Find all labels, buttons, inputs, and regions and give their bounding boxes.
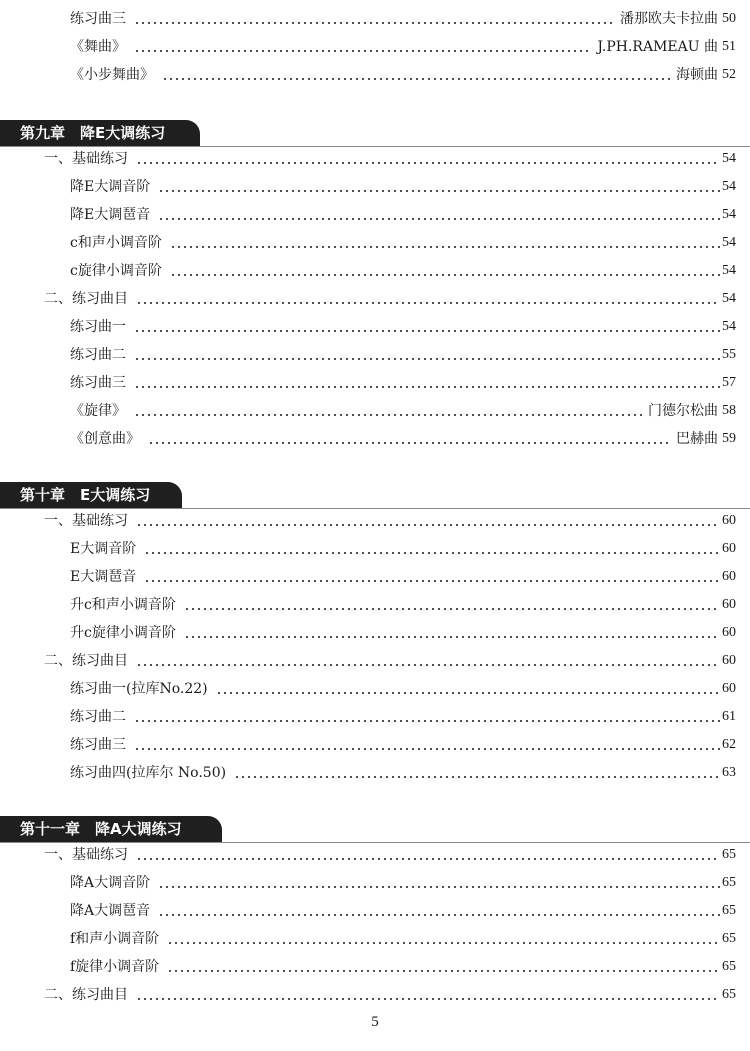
leader-dots [134, 316, 720, 338]
entry-composer: 海顿曲 [676, 67, 718, 83]
toc-entry [70, 316, 736, 338]
entry-page: 52 [722, 67, 736, 82]
toc-entry [70, 678, 736, 700]
chapter-heading [0, 482, 750, 508]
entry-title: 一、基础练习 [44, 847, 128, 863]
leader-dots [144, 566, 720, 588]
leader-dots [136, 288, 720, 310]
entry-title: 二、练习曲目 [44, 653, 128, 669]
leader-dots [158, 176, 720, 198]
entry-page: 61 [722, 709, 736, 724]
chapter-title: 第十一章 降A大调练习 [0, 816, 222, 842]
entry-composer: 潘那欧夫卡拉曲 [620, 11, 718, 27]
toc-entry [70, 176, 736, 198]
leader-dots [134, 8, 614, 30]
leader-dots [216, 678, 720, 700]
entry-page: 54 [722, 207, 736, 222]
entry-title: 一、基础练习 [44, 151, 128, 167]
leader-dots [170, 232, 720, 254]
entry-page: 50 [722, 11, 736, 26]
page-number: 5 [371, 1014, 379, 1030]
entry-page: 57 [722, 375, 736, 390]
entry-title: 降A大调音阶 [70, 875, 151, 891]
entry-title: E大调琶音 [70, 569, 137, 585]
chapter-title: 第九章 降E大调练习 [0, 120, 200, 146]
entry-title: 《创意曲》 [70, 431, 140, 447]
leader-dots [234, 762, 720, 784]
entry-title: c和声小调音阶 [70, 235, 162, 251]
entry-page: 60 [722, 597, 736, 612]
toc-entry [70, 372, 736, 394]
leader-dots [136, 148, 720, 170]
toc-entry [70, 594, 736, 616]
toc-entry [44, 288, 736, 310]
entry-page: 60 [722, 653, 736, 668]
toc-entry [70, 232, 736, 254]
leader-dots [158, 872, 720, 894]
entry-title: 练习曲一 [70, 319, 126, 335]
entry-page: 65 [722, 875, 736, 890]
entry-page: 65 [722, 931, 736, 946]
entry-title: 《小步舞曲》 [70, 67, 154, 83]
toc-entry [70, 872, 736, 894]
entry-title: 练习曲三 [70, 11, 126, 27]
leader-dots [158, 204, 720, 226]
entry-page: 60 [722, 681, 736, 696]
entry-title: 降E大调音阶 [70, 179, 151, 195]
toc-entry [44, 984, 736, 1006]
entry-composer: J.PH.RAMEAU 曲 [597, 39, 718, 55]
toc-entry [70, 538, 736, 560]
toc-entry [44, 650, 736, 672]
toc-entry [70, 344, 736, 366]
entry-title: 练习曲二 [70, 347, 126, 363]
leader-dots [170, 260, 720, 282]
toc-entry [70, 8, 736, 30]
entry-page: 60 [722, 513, 736, 528]
entry-composer: 门德尔松曲 [648, 403, 718, 419]
entry-page: 54 [722, 319, 736, 334]
entry-title: 《舞曲》 [70, 39, 126, 55]
entry-title: 降E大调琶音 [70, 207, 151, 223]
entry-title: 一、基础练习 [44, 513, 128, 529]
leader-dots [136, 844, 720, 866]
leader-dots [158, 900, 720, 922]
entry-title: 练习曲一(拉库No.22) [70, 681, 208, 697]
entry-page: 60 [722, 625, 736, 640]
toc-entry [44, 148, 736, 170]
toc-entry [70, 706, 736, 728]
toc-entry [70, 204, 736, 226]
leader-dots [134, 400, 642, 422]
leader-dots [136, 650, 720, 672]
entry-title: 升c旋律小调音阶 [70, 625, 176, 641]
entry-title: 《旋律》 [70, 403, 126, 419]
entry-page: 54 [722, 291, 736, 306]
toc-entry [70, 260, 736, 282]
toc-entry [70, 566, 736, 588]
toc-entry [70, 36, 736, 58]
leader-dots [148, 428, 670, 450]
leader-dots [167, 928, 720, 950]
leader-dots [136, 510, 720, 532]
entry-page: 60 [722, 541, 736, 556]
entry-page: 65 [722, 987, 736, 1002]
leader-dots [184, 622, 720, 644]
entry-page: 58 [722, 403, 736, 418]
leader-dots [134, 372, 720, 394]
entry-page: 55 [722, 347, 736, 362]
toc-entry [44, 844, 736, 866]
entry-title: 二、练习曲目 [44, 291, 128, 307]
entry-title: 二、练习曲目 [44, 987, 128, 1003]
entry-page: 63 [722, 765, 736, 780]
entry-title: 练习曲四(拉库尔 No.50) [70, 765, 227, 781]
toc-entry [70, 622, 736, 644]
toc-entry [70, 64, 736, 86]
toc-entry [70, 734, 736, 756]
entry-title: 降A大调琶音 [70, 903, 151, 919]
chapter-heading [0, 816, 750, 842]
toc-entry [70, 900, 736, 922]
leader-dots [134, 706, 720, 728]
entry-page: 54 [722, 151, 736, 166]
entry-page: 51 [722, 39, 736, 54]
entry-title: 练习曲三 [70, 737, 126, 753]
entry-title: E大调音阶 [70, 541, 137, 557]
entry-title: 练习曲二 [70, 709, 126, 725]
toc-entry [70, 400, 736, 422]
entry-title: 练习曲三 [70, 375, 126, 391]
entry-page: 54 [722, 235, 736, 250]
entry-page: 65 [722, 903, 736, 918]
leader-dots [167, 956, 720, 978]
entry-page: 65 [722, 959, 736, 974]
entry-page: 54 [722, 263, 736, 278]
entry-composer: 巴赫曲 [676, 431, 718, 447]
entry-title: f旋律小调音阶 [70, 959, 160, 975]
leader-dots [144, 538, 720, 560]
leader-dots [136, 984, 720, 1006]
entry-title: 升c和声小调音阶 [70, 597, 176, 613]
chapter-title: 第十章 E大调练习 [0, 482, 182, 508]
toc-entry [44, 510, 736, 532]
entry-page: 60 [722, 569, 736, 584]
entry-page: 59 [722, 431, 736, 446]
chapter-heading [0, 120, 750, 146]
toc-entry [70, 928, 736, 950]
toc-entry [70, 428, 736, 450]
entry-title: f和声小调音阶 [70, 931, 160, 947]
entry-page: 65 [722, 847, 736, 862]
leader-dots [162, 64, 670, 86]
toc-entry [70, 762, 736, 784]
leader-dots [184, 594, 720, 616]
entry-title: c旋律小调音阶 [70, 263, 162, 279]
leader-dots [134, 36, 591, 58]
entry-page: 54 [722, 179, 736, 194]
toc-entry [70, 956, 736, 978]
entry-page: 62 [722, 737, 736, 752]
leader-dots [134, 734, 720, 756]
leader-dots [134, 344, 720, 366]
